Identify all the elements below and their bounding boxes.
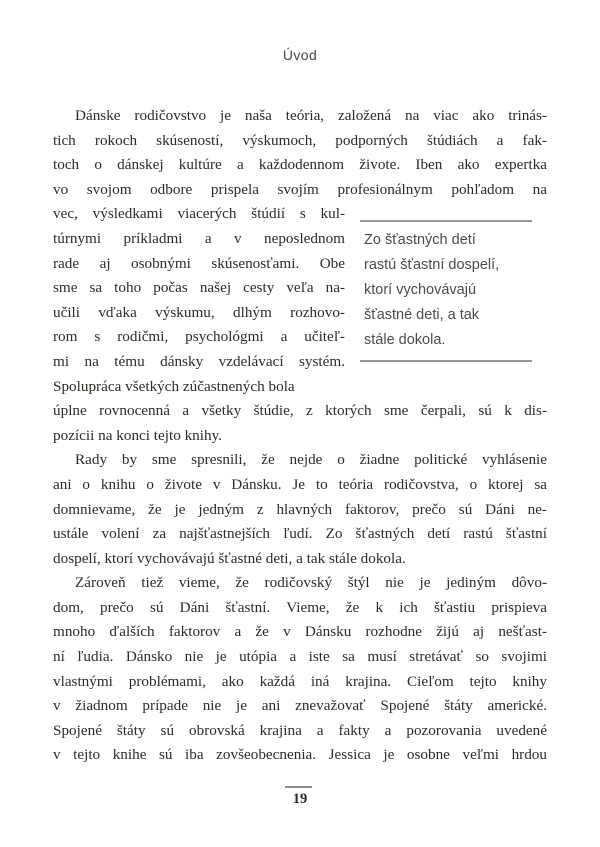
text-line: v tejto knihe sú iba zovšeobecnenia. Jessica je osobne veľmi hrdou <box>53 746 547 764</box>
text-line: ní ľudia. Dánsko nie je utópia a iste sa musí stretávať so svojimi <box>53 648 547 666</box>
text-line: vlastnými problémami, ako každá iná krajina. Cieľom tejto knihy <box>53 672 547 690</box>
text-line: učili vďaka výskumu, dlhým rozhovo- <box>53 303 345 321</box>
text-line: toch o dánskej kultúre a každodennom živote. Iben ako expertka <box>53 156 547 174</box>
text-line: dom, prečo sú Dáni šťastní. Vieme, že k ich šťastiu prispieva <box>53 598 547 616</box>
pull-quote-line: rastú šťastní dospelí, <box>364 257 500 273</box>
pull-quote-line: Zo šťastných detí <box>364 232 476 248</box>
text-line: rade aj osobnými skúsenosťami. Obe <box>53 254 345 272</box>
text-line: Spojené štáty sú obrovská krajina a fakty a pozorovania uvedené <box>53 721 547 739</box>
text-line: vo svojom odbore prispela svojím profesionálnym pohľadom na <box>53 180 547 198</box>
text-line: mi na tému dánsky vzdelávací systém. <box>53 352 345 370</box>
text-line: túrnymi príkladmi a v neposlednom <box>53 229 345 247</box>
text-line: vec, výsledkami viacerých štúdií s kul- <box>53 205 345 223</box>
text-line: sme sa toho počas našej cesty veľa na- <box>53 279 345 297</box>
text-line: Zároveň tiež vieme, že rodičovský štýl nie je jediným dôvo- <box>75 574 547 592</box>
text-line: úplne rovnocenná a všetky štúdie, z ktorých sme čerpali, sú k dis- <box>53 402 547 420</box>
text-line: rom s rodičmi, psychológmi a učiteľ- <box>53 328 345 346</box>
text-line: pozícii na konci tejto knihy. <box>53 426 222 444</box>
text-line: ustále volení za najšťastnejších ľudí. Zo šťastných detí rastú šťastní <box>53 525 547 543</box>
page-number: 19 <box>292 791 308 807</box>
text-line: ani o knihu o živote v Dánsku. Je to teória rodičovstva, o ktorej sa <box>53 475 547 493</box>
text-line: dospelí, ktorí vychovávajú šťastné deti, a tak stále dokola. <box>53 549 406 567</box>
body-text <box>53 104 547 768</box>
text-line: v žiadnom prípade nie je ani znevažovať Spojené štáty americké. <box>53 697 547 715</box>
text-line: domnievame, že je jedným z hlavných faktorov, prečo sú Dáni ne- <box>53 500 547 518</box>
text-line: tich rokoch skúseností, výskumoch, podporných štúdiách a fak- <box>53 131 547 149</box>
pull-quote <box>360 220 532 362</box>
footer-rule <box>285 786 312 788</box>
pull-quote-line: ktorí vychovávajú <box>364 282 477 298</box>
pull-quote-line: stále dokola. <box>364 332 446 348</box>
text-line: mnoho ďalších faktorov a že v Dánsku rozhodne žijú aj nešťast- <box>53 623 547 641</box>
text-line: Dánske rodičovstvo je naša teória, založená na viac ako trinás- <box>75 107 547 124</box>
running-head: Úvod <box>282 47 318 63</box>
text-line: Rady by sme spresnili, že nejde o žiadne politické vyhlásenie <box>75 451 547 469</box>
pull-quote-line: šťastné deti, a tak <box>364 307 480 323</box>
text-line: Spolupráca všetkých zúčastnených bola <box>53 377 295 395</box>
